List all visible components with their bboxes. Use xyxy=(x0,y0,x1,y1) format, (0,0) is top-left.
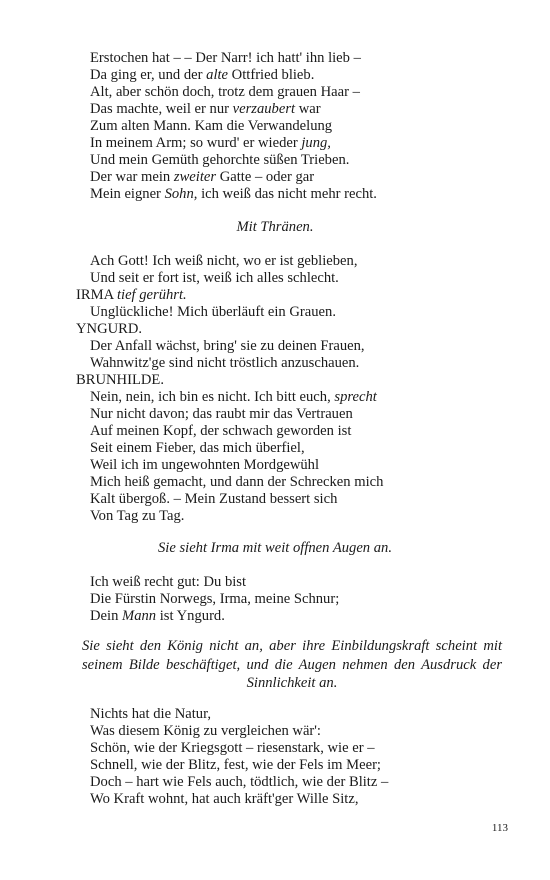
emphasis: verzaubert xyxy=(232,101,296,117)
stage-direction-line: seinem Bilde beschäftiget, und die Augen nehmen den Ausdruck der xyxy=(82,656,502,673)
verse-line: Alt, aber schön doch, trotz dem grauen Haar – xyxy=(90,84,360,100)
verse-line: In meinem Arm; so wurd' er wieder jung, xyxy=(90,135,331,151)
stage-direction-line: Sinnlichkeit an. xyxy=(246,675,338,691)
verse-line: Mich heiß gemacht, und dann der Schrecken mich xyxy=(90,474,384,490)
verse-line: Was diesem König zu vergleichen wär': xyxy=(90,723,321,739)
verse-line: Zum alten Mann. Kam die Verwandelung xyxy=(90,118,333,134)
speaker-direction: tief gerührt. xyxy=(116,287,187,303)
verse-line: Von Tag zu Tag. xyxy=(90,508,185,524)
verse-line: Unglückliche! Mich überläuft ein Grauen. xyxy=(90,304,336,320)
emphasis: Mann xyxy=(122,608,157,624)
verse-line: Schnell, wie der Blitz, fest, wie der Fels im Meer; xyxy=(90,757,381,773)
verse-line: Schön, wie der Kriegsgott – riesenstark, wie er – xyxy=(90,740,375,756)
emphasis: zweiter xyxy=(173,169,217,185)
speaker-name: IRMA xyxy=(76,287,114,303)
stage-direction-mit-thraenen: Mit Thränen. xyxy=(236,219,314,235)
verse-block-1 xyxy=(90,50,377,203)
verse-line: Mein eigner Sohn, ich weiß das nicht mehr recht. xyxy=(90,186,377,202)
verse-line: Da ging er, und der alte Ottfried blieb. xyxy=(90,67,315,83)
verse-line: Der war mein zweiter Gatte – oder gar xyxy=(90,169,315,185)
verse-line: Auf meinen Kopf, der schwach geworden ist xyxy=(90,423,352,439)
verse-line: Doch – hart wie Fels auch, tödtlich, wie der Blitz – xyxy=(90,774,389,790)
verse-block-3 xyxy=(90,304,336,321)
verse-line: Nur nicht davon; das raubt mir das Vertrauen xyxy=(90,406,353,422)
verse-line: Dein Mann ist Yngurd. xyxy=(90,608,225,624)
verse-line: Nein, nein, ich bin es nicht. Ich bitt euch, sprecht xyxy=(90,389,377,405)
verse-line: Ich weiß recht gut: Du bist xyxy=(90,574,247,590)
stage-direction-irma: Sie sieht Irma mit weit offnen Augen an. xyxy=(157,540,392,556)
verse-block-4 xyxy=(90,338,365,372)
stage-direction-koenig xyxy=(82,637,502,693)
verse-block-2 xyxy=(90,253,357,287)
verse-line: Das machte, weil er nur verzaubert war xyxy=(90,101,321,117)
speaker-irma xyxy=(76,287,187,304)
verse-line: Nichts hat die Natur, xyxy=(90,706,211,722)
verse-line: Der Anfall wächst, bring' sie zu deinen Frauen, xyxy=(90,338,365,354)
speaker-brunhilde: BRUNHILDE. xyxy=(76,372,164,388)
verse-line: Die Fürstin Norwegs, Irma, meine Schnur; xyxy=(90,591,340,607)
verse-line: Und mein Gemüth gehorchte süßen Trieben. xyxy=(90,152,350,168)
verse-line: Erstochen hat – – Der Narr! ich hatt' ihn lieb – xyxy=(90,50,361,66)
verse-line: Seit einem Fieber, das mich überfiel, xyxy=(90,440,305,456)
stage-direction-line: Sie sieht den König nicht an, aber ihre Einbildungskraft scheint mit xyxy=(82,638,502,654)
verse-line: Wahnwitz'ge sind nicht tröstlich anzuschauen. xyxy=(90,355,360,371)
verse-line: Wo Kraft wohnt, hat auch kräft'ger Wille Sitz, xyxy=(90,791,359,807)
page-number: 113 xyxy=(491,822,508,834)
verse-block-5 xyxy=(90,389,383,525)
verse-line: Kalt übergoß. – Mein Zustand bessert sich xyxy=(90,491,338,507)
emphasis: alte xyxy=(206,67,229,83)
emphasis: jung, xyxy=(301,135,331,151)
emphasis: Sohn, xyxy=(164,186,198,202)
verse-block-7 xyxy=(90,706,388,808)
verse-line: Und seit er fort ist, weiß ich alles schlecht. xyxy=(90,270,339,286)
verse-line: Ach Gott! Ich weiß nicht, wo er ist geblieben, xyxy=(90,253,358,269)
speaker-yngurd: YNGURD. xyxy=(76,321,143,337)
verse-block-6 xyxy=(90,574,339,625)
emphasis: sprecht xyxy=(334,389,377,405)
verse-line: Weil ich im ungewohnten Mordgewühl xyxy=(90,457,320,473)
